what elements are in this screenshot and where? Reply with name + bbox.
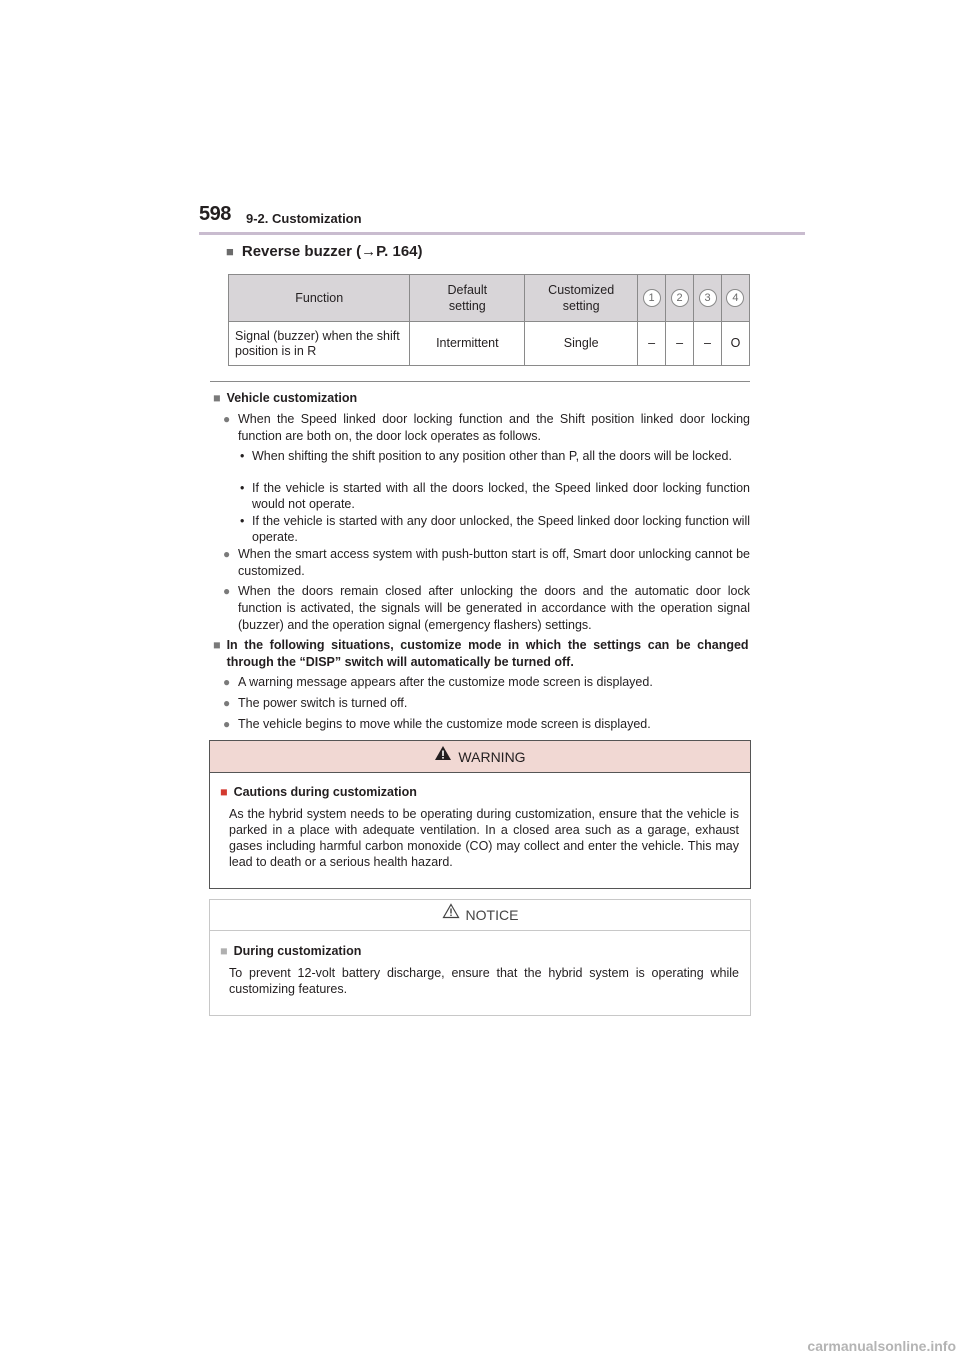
sub-bullet-icon: • xyxy=(240,449,245,463)
list-item-text: When the smart access system with push-button start is off, Smart door unlocking cannot be customized. xyxy=(238,547,750,578)
th-customized: Customized setting xyxy=(525,275,638,322)
header-rule xyxy=(199,232,805,235)
sub-list-item-text: If the vehicle is started with all the doors locked, the Speed linked door locking function would not operate. xyxy=(252,481,750,511)
list-item-text: A warning message appears after the customize mode screen is displayed. xyxy=(238,675,653,689)
notice-box xyxy=(209,899,751,1016)
bullet-icon: ● xyxy=(223,717,231,731)
bullet-icon: ● xyxy=(223,412,231,426)
notice-header xyxy=(210,900,750,931)
th-number-3: 3 xyxy=(694,275,722,322)
vehicle-customization-heading-text: Vehicle customization xyxy=(226,391,358,405)
list-item xyxy=(223,695,750,712)
cell-customized: Single xyxy=(525,322,638,366)
following-situations-heading-text: In the following situations, customize mode in which the settings can be changed through the “DISP” switch will automatically be turned off. xyxy=(226,638,749,669)
sub-list-item xyxy=(240,513,750,545)
cell-function: Signal (buzzer) when the shift position is in R xyxy=(229,322,410,366)
square-bullet-icon: ■ xyxy=(213,638,221,652)
list-item xyxy=(223,583,750,634)
notice-body: To prevent 12-volt battery discharge, ensure that the hybrid system is operating while customizing features. xyxy=(229,966,739,996)
cell-col-2: – xyxy=(666,322,694,366)
square-bullet-icon: ■ xyxy=(220,944,228,958)
table-row xyxy=(229,322,750,366)
list-item-text: When the doors remain closed after unlocking the doors and the automatic door lock function is activated, the signals will be generated in accordance with the operation signal (buzzer) and the operation signal (emergency flashers) settings. xyxy=(238,584,750,632)
list-item-text: The vehicle begins to move while the customize mode screen is displayed. xyxy=(238,717,651,731)
warning-body: As the hybrid system needs to be operating during customization, ensure that the vehicle is parked in a place with adequate ventilation. In a closed area such as a garage, exhaust gases including harmful carbon monoxide (CO) may collect and enter the vehicle. This may lead to death or a serious health hazard. xyxy=(229,807,739,869)
warning-header xyxy=(210,741,750,773)
list-item xyxy=(223,411,750,445)
notice-title: NOTICE xyxy=(465,907,519,923)
square-bullet-icon: ■ xyxy=(213,391,221,405)
table-header-row xyxy=(229,275,750,322)
warning-subheading xyxy=(220,785,417,799)
notice-triangle-icon xyxy=(442,899,460,930)
following-situations-heading xyxy=(213,637,749,671)
divider xyxy=(210,381,750,382)
list-item-text: When the Speed linked door locking function and the Shift position linked door locking function are both on, the door lock operates as follows. xyxy=(238,412,750,443)
warning-subheading-text: Cautions during customization xyxy=(233,785,417,799)
sub-bullet-icon: • xyxy=(240,514,245,528)
square-bullet-icon: ■ xyxy=(220,785,228,799)
list-item xyxy=(223,546,750,580)
sub-list-item xyxy=(240,480,750,512)
square-bullet-icon: ■ xyxy=(226,244,234,259)
list-item-text: The power switch is turned off. xyxy=(238,696,408,710)
cell-col-4: O xyxy=(721,322,749,366)
bullet-icon: ● xyxy=(223,675,231,689)
cell-col-3: – xyxy=(694,322,722,366)
bullet-icon: ● xyxy=(223,547,231,561)
watermark: carmanualsonline.info xyxy=(807,1338,956,1354)
th-function: Function xyxy=(229,275,410,322)
vehicle-customization-heading xyxy=(213,390,357,407)
sub-list-item-text: When shifting the shift position to any position other than P, all the doors will be locked. xyxy=(252,449,732,463)
sub-bullet-icon: • xyxy=(240,481,245,495)
cell-default: Intermittent xyxy=(410,322,525,366)
reverse-buzzer-heading-text: Reverse buzzer (→P. 164) xyxy=(241,243,423,260)
page-number: 598 xyxy=(199,203,231,225)
warning-title: WARNING xyxy=(458,749,526,765)
notice-subheading xyxy=(220,944,361,958)
reverse-buzzer-heading xyxy=(226,243,423,260)
sub-list-item-text: If the vehicle is started with any door unlocked, the Speed linked door locking function will operate. xyxy=(252,514,750,544)
th-default: Default setting xyxy=(410,275,525,322)
th-number-2: 2 xyxy=(666,275,694,322)
cell-col-1: – xyxy=(638,322,666,366)
notice-subheading-text: During customization xyxy=(233,944,362,958)
section-title: 9-2. Customization xyxy=(246,211,362,226)
list-item xyxy=(223,674,750,691)
settings-table xyxy=(228,274,750,366)
sub-list-item xyxy=(240,448,750,464)
warning-triangle-icon xyxy=(434,740,452,772)
th-number-4: 4 xyxy=(721,275,749,322)
bullet-icon: ● xyxy=(223,696,231,710)
th-number-1: 1 xyxy=(638,275,666,322)
list-item xyxy=(223,716,750,733)
bullet-icon: ● xyxy=(223,584,231,598)
warning-box xyxy=(209,740,751,889)
